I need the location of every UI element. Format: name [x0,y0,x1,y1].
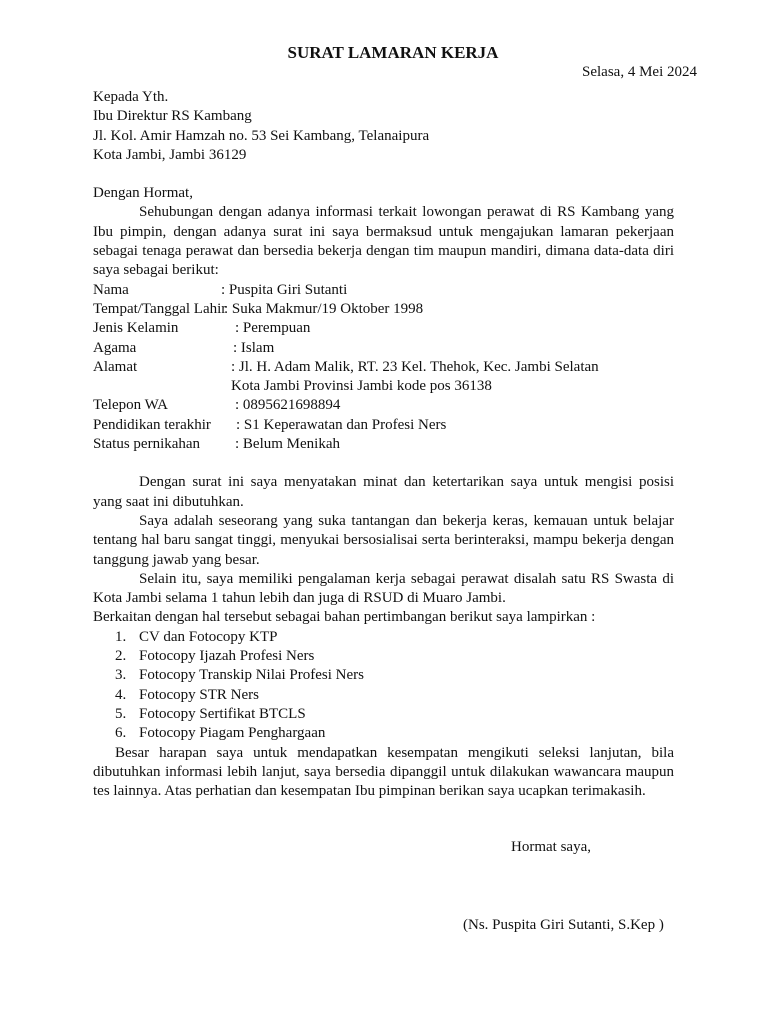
list-text: Fotocopy Ijazah Profesi Ners [139,648,315,665]
list-number: 5. [115,705,127,722]
paragraph-closing: Besar harapan saya untuk mendapatkan kesempatan mengikuti seleksi lanjutan, bila dibutuhkan informasi lebih lanjut, saya bersedia dipanggil untuk dilakukan wawancara maupun tes lainnya. Atas perhatian dan kesempatan Ibu pimpinan berikan saya ucapkan terimakasih. [93,744,674,800]
list-item [93,705,674,724]
recipient-line: Jl. Kol. Amir Hamzah no. 53 Sei Kambang, Telanaipura [93,127,430,144]
recipient-block [93,88,674,165]
detail-value: : Puspita Giri Sutanti [221,281,348,298]
detail-label: Pendidikan terakhir [93,416,211,433]
list-number: 6. [115,725,127,742]
letter-date: Selasa, 4 Mei 2024 [582,64,697,80]
recipient-line: Ibu Direktur RS Kambang [93,108,252,125]
personal-details [93,281,674,455]
closing-salutation: Hormat saya, [511,839,591,855]
detail-label: Agama [93,339,137,356]
detail-row-alamat [93,358,674,377]
list-text: Fotocopy Sertifikat BTCLS [139,705,306,722]
detail-label: Telepon WA [93,397,168,414]
intro-paragraph: Sehubungan dengan adanya informasi terkait lowongan perawat di RS Kambang yang Ibu pimpin, dengan adanya surat ini saya bermaksud untuk mengajukan lamaran pekerjaan sebagai tenaga perawat dan bersedia bekerja dengan tim maupun mandiri, dimana data-data diri saya sebagai berikut: [93,204,674,279]
recipient-line: Kota Jambi, Jambi 36129 [93,146,247,163]
detail-value: : Jl. H. Adam Malik, RT. 23 Kel. Thehok, Kec. Jambi Selatan [231,358,599,375]
detail-label: Jenis Kelamin [93,320,179,337]
detail-row-jenis-kelamin [93,319,674,338]
detail-row-ttl [93,300,674,319]
list-item [93,628,674,647]
list-number: 2. [115,648,127,665]
detail-value: : Belum Menikah [235,436,340,453]
recipient-line: Kepada Yth. [93,89,169,105]
list-text: CV dan Fotocopy KTP [139,628,278,645]
detail-row-agama [93,339,674,358]
list-number: 1. [115,628,127,645]
detail-row-alamat-cont [93,377,674,396]
list-text: Fotocopy Transkip Nilai Profesi Ners [139,667,364,684]
detail-label: Tempat/Tanggal Lahir [93,300,227,317]
detail-label: Nama [93,281,129,298]
list-number: 3. [115,667,127,684]
detail-value: : Suka Makmur/19 Oktober 1998 [224,300,424,317]
detail-value: : 0895621698894 [235,397,341,414]
list-item [93,724,674,743]
paragraph-personality: Saya adalah seseorang yang suka tantangan dan bekerja keras, kemauan untuk belajar tentang hal baru sangat tinggi, menyukai bersosialisai serta berinteraksi, mampu bekerja dengan tanggung jawab yang besar. [93,512,674,568]
paragraph-interest: Dengan surat ini saya menyatakan minat dan ketertarikan saya untuk mengisi posisi yang saat ini dibutuhkan. [93,474,674,510]
letter-body [93,88,674,801]
letter-title: SURAT LAMARAN KERJA [287,43,499,62]
list-item [93,666,674,685]
greeting: Dengan Hormat, [93,185,193,202]
detail-value: Kota Jambi Provinsi Jambi kode pos 36138 [231,378,492,395]
detail-row-status [93,435,674,454]
attachments-intro: Berkaitan dengan hal tersebut sebagai bahan pertimbangan berikut saya lampirkan : [93,609,596,626]
detail-value: : Perempuan [235,320,311,337]
list-item [93,647,674,666]
detail-row-nama [93,281,674,300]
attachments-list [93,628,674,744]
list-item [93,686,674,705]
signer-name: (Ns. Puspita Giri Sutanti, S.Kep ) [463,917,664,933]
list-text: Fotocopy STR Ners [139,686,259,703]
detail-row-pendidikan [93,416,674,435]
detail-row-telepon [93,396,674,415]
detail-label: Alamat [93,358,138,375]
paragraph-experience: Selain itu, saya memiliki pengalaman kerja sebagai perawat disalah satu RS Swasta di Kota Jambi selama 1 tahun lebih dan juga di RSUD di Muaro Jambi. [93,570,674,607]
detail-value: : S1 Keperawatan dan Profesi Ners [236,416,447,433]
detail-value: : Islam [233,339,275,356]
list-number: 4. [115,686,127,703]
list-text: Fotocopy Piagam Penghargaan [139,725,326,742]
detail-label: Status pernikahan [93,436,201,453]
